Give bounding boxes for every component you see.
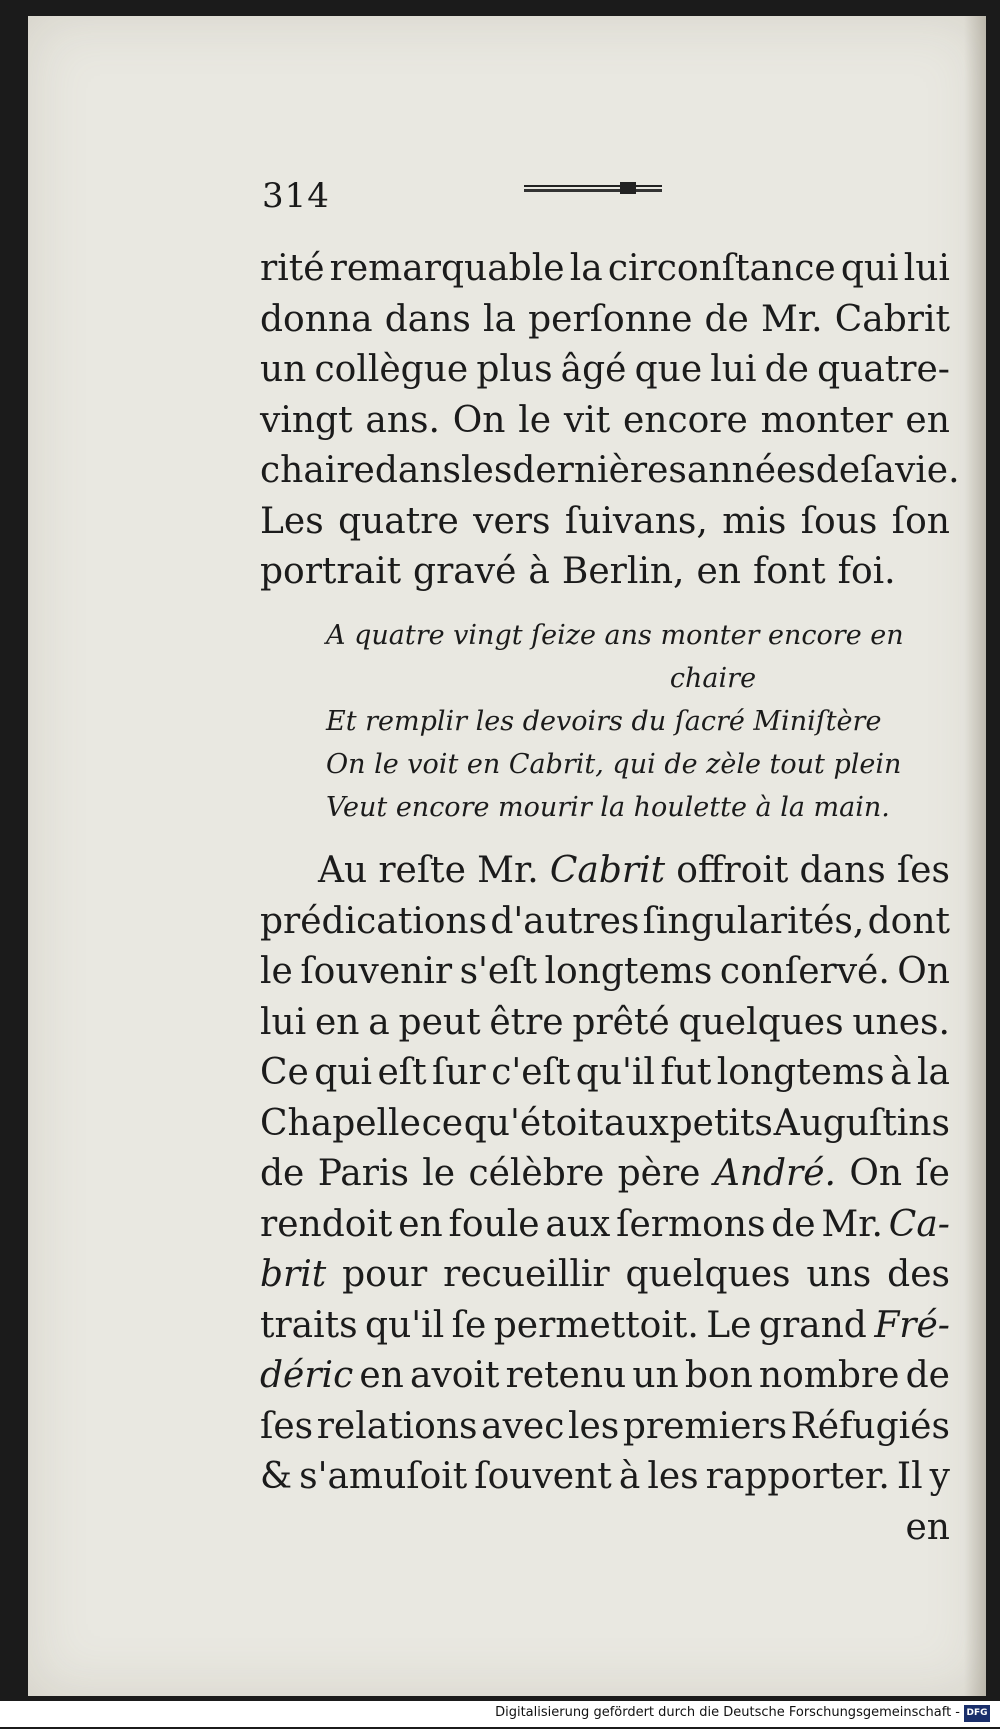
word: Cabrit	[834, 298, 950, 340]
word: qu'il	[575, 1052, 655, 1093]
word: que	[634, 349, 703, 390]
header-ornament	[524, 182, 662, 194]
word: pour	[342, 1254, 428, 1295]
word: déric	[260, 1355, 354, 1396]
text-line	[260, 1250, 950, 1301]
word: à	[618, 1456, 641, 1497]
word: lui	[260, 1001, 307, 1043]
word: ſermons	[616, 1203, 766, 1245]
word: prédications	[260, 900, 488, 942]
word: en	[905, 399, 950, 441]
paragraph-1	[260, 244, 960, 598]
word: recueillir	[443, 1254, 610, 1295]
word: c'eſt	[491, 1052, 571, 1093]
word: eſt	[377, 1052, 427, 1093]
word: rendoit	[260, 1203, 393, 1245]
word: bon	[684, 1355, 753, 1396]
word: les	[647, 1456, 699, 1497]
word: Cabrit	[549, 850, 666, 891]
word: font	[753, 551, 826, 592]
word: le	[260, 951, 293, 992]
word: d'autres	[490, 900, 640, 942]
word: plus	[476, 349, 553, 390]
book-page	[28, 16, 986, 1696]
word: célèbre	[468, 1153, 605, 1194]
word: relations	[316, 1405, 478, 1447]
word: avec	[481, 1405, 565, 1447]
page-number: 314	[262, 176, 330, 216]
word: des	[887, 1254, 950, 1295]
word: le	[422, 1153, 456, 1194]
text-line	[260, 547, 950, 598]
word: ſuivans,	[564, 500, 708, 542]
word: ce	[421, 1102, 464, 1144]
word: qui	[840, 248, 899, 289]
word: ans.	[365, 399, 440, 441]
word: dont	[867, 900, 950, 942]
word: quelques	[678, 1001, 844, 1043]
verse-line-2: Et remplir les devoirs du ſacré Miniſtère	[326, 706, 882, 737]
word: Les	[260, 500, 324, 542]
word: Paris	[317, 1153, 409, 1194]
word: André.	[713, 1153, 836, 1194]
word: premiers	[622, 1405, 788, 1447]
word: avoit	[409, 1355, 500, 1396]
word: qu'étoit	[463, 1102, 604, 1144]
word: peut	[398, 1001, 481, 1043]
text-line	[260, 1149, 950, 1200]
word: Auguſtins	[773, 1102, 950, 1144]
word: collègue	[314, 349, 469, 390]
verse-line-3: On le voit en Cabrit, qui de zèle tout plein	[326, 749, 902, 780]
word: On	[849, 1153, 903, 1194]
word: permettoit.	[493, 1304, 699, 1346]
word: Mr.	[477, 850, 539, 891]
word: ſon	[891, 500, 950, 542]
word: lui	[710, 349, 757, 390]
word: en	[905, 1506, 950, 1548]
word: Mr.	[821, 1203, 883, 1245]
word: gravé	[413, 551, 517, 592]
word: Berlin,	[561, 551, 685, 592]
word: monter	[760, 399, 893, 441]
word: de	[771, 1203, 816, 1245]
word: qu'il	[365, 1304, 445, 1346]
text-line	[260, 244, 950, 295]
word: à	[890, 1052, 912, 1093]
word: de	[260, 1153, 305, 1194]
text-line	[260, 497, 950, 548]
word: Fré-	[874, 1304, 950, 1346]
word: traits	[260, 1304, 358, 1346]
word: foi.	[837, 551, 896, 592]
word: Réfugiés	[790, 1405, 950, 1447]
word: portrait	[260, 551, 402, 592]
text-line	[260, 345, 950, 396]
word: Au	[318, 850, 368, 891]
text-line	[260, 295, 950, 346]
word: s'eſt	[459, 951, 538, 992]
word: brit	[260, 1254, 327, 1295]
text-line	[260, 897, 950, 948]
word: de	[764, 349, 809, 390]
word: On	[897, 951, 950, 992]
word: en	[696, 551, 741, 592]
word: un	[632, 1355, 679, 1396]
word: ſa	[860, 450, 895, 491]
word: ſe	[451, 1304, 487, 1346]
word: qui	[314, 1052, 373, 1093]
word: vers	[473, 500, 551, 542]
word: petits	[669, 1102, 773, 1144]
word: dans	[799, 850, 886, 891]
word: encore	[622, 399, 748, 441]
word: a	[368, 1001, 390, 1043]
text-line	[260, 1503, 950, 1554]
word: longtems	[716, 1052, 885, 1093]
word: quatre	[338, 500, 459, 542]
word: en	[359, 1355, 404, 1396]
word: dans	[384, 298, 471, 340]
word: les	[461, 450, 513, 491]
word: ſe	[915, 1153, 950, 1194]
word: Ce	[260, 1052, 309, 1093]
word: quelques	[625, 1254, 791, 1295]
text-line	[260, 998, 950, 1049]
word: ſes	[896, 850, 950, 891]
digitization-footer	[0, 1701, 1000, 1727]
verse-line-4: Veut encore mourir la houlette à la main.	[326, 792, 890, 823]
text-line	[260, 1351, 950, 1402]
word: ſouvenir	[300, 951, 453, 992]
word: âgé	[560, 349, 627, 390]
verse-quotation	[326, 614, 950, 829]
word: rapporter.	[705, 1456, 890, 1497]
word: lui	[903, 248, 950, 289]
word: ſingularités,	[642, 900, 865, 942]
word: vie.	[894, 450, 960, 491]
word: nombre	[758, 1355, 900, 1396]
text-line	[260, 1452, 950, 1503]
text-line	[260, 1301, 950, 1352]
word: ſur	[432, 1052, 486, 1093]
word: la	[916, 1052, 950, 1093]
word: conſervé.	[719, 951, 890, 992]
word: s'amuſoit	[299, 1456, 468, 1497]
word: mis	[722, 500, 787, 542]
word: dernières	[512, 450, 687, 491]
word: vit	[563, 399, 611, 441]
text-line	[260, 1048, 950, 1099]
word: ſouvent	[474, 1456, 612, 1497]
word: perſonne	[528, 298, 693, 340]
verse-line-1-continuation: chaire	[669, 663, 757, 694]
word: quatre-	[817, 349, 950, 390]
word: rité	[260, 248, 325, 289]
text-line	[260, 1200, 950, 1251]
word: fut	[660, 1052, 712, 1093]
word: y	[929, 1456, 950, 1497]
text-line	[260, 947, 950, 998]
word: longtems	[544, 951, 713, 992]
word: chaire	[260, 450, 375, 491]
word: un	[260, 349, 307, 390]
text-line	[260, 446, 960, 497]
word: circonſtance	[607, 248, 836, 289]
text-line	[260, 1099, 950, 1150]
word: grand	[758, 1304, 867, 1346]
word: unes.	[852, 1001, 950, 1043]
word: dans	[374, 450, 462, 491]
word: la	[483, 298, 516, 340]
word: Le	[706, 1304, 752, 1346]
word: être	[489, 1001, 564, 1043]
word: père	[617, 1153, 701, 1194]
word: foule	[448, 1203, 540, 1245]
word: le	[518, 399, 552, 441]
word: années	[686, 450, 816, 491]
word: prêté	[572, 1001, 670, 1043]
text-line	[260, 1402, 950, 1453]
word: Ca-	[888, 1203, 950, 1245]
word: donna	[260, 298, 373, 340]
text-line	[260, 396, 950, 447]
word: de	[905, 1355, 950, 1396]
word: Mr.	[761, 298, 823, 340]
word: en	[398, 1203, 443, 1245]
word: offroit	[676, 850, 789, 891]
text-line	[260, 846, 950, 897]
word: de	[815, 450, 861, 491]
word: vingt	[260, 399, 353, 441]
word: ſous	[800, 500, 878, 542]
word: remarquable	[329, 248, 565, 289]
word: aux	[603, 1102, 669, 1144]
word: Chapelle	[260, 1102, 421, 1144]
footer-credit: Digitalisierung gefördert durch die Deutsche Forschungsgemeinschaft -	[495, 1705, 960, 1720]
word: retenu	[505, 1355, 627, 1396]
word: uns	[806, 1254, 872, 1295]
word: On	[452, 399, 506, 441]
paragraph-2	[260, 846, 950, 1553]
dfg-logo: DFG	[964, 1705, 990, 1722]
word: les	[567, 1405, 620, 1447]
word: de	[704, 298, 749, 340]
word: &	[260, 1456, 293, 1497]
word: à	[528, 551, 550, 592]
word: en	[315, 1001, 360, 1043]
word: ſes	[260, 1405, 314, 1447]
verse-line-1: A quatre vingt ſeize ans monter encore en	[326, 620, 904, 651]
word: la	[569, 248, 603, 289]
word: Il	[896, 1456, 923, 1497]
word: aux	[545, 1203, 611, 1245]
word: reſte	[378, 850, 466, 891]
